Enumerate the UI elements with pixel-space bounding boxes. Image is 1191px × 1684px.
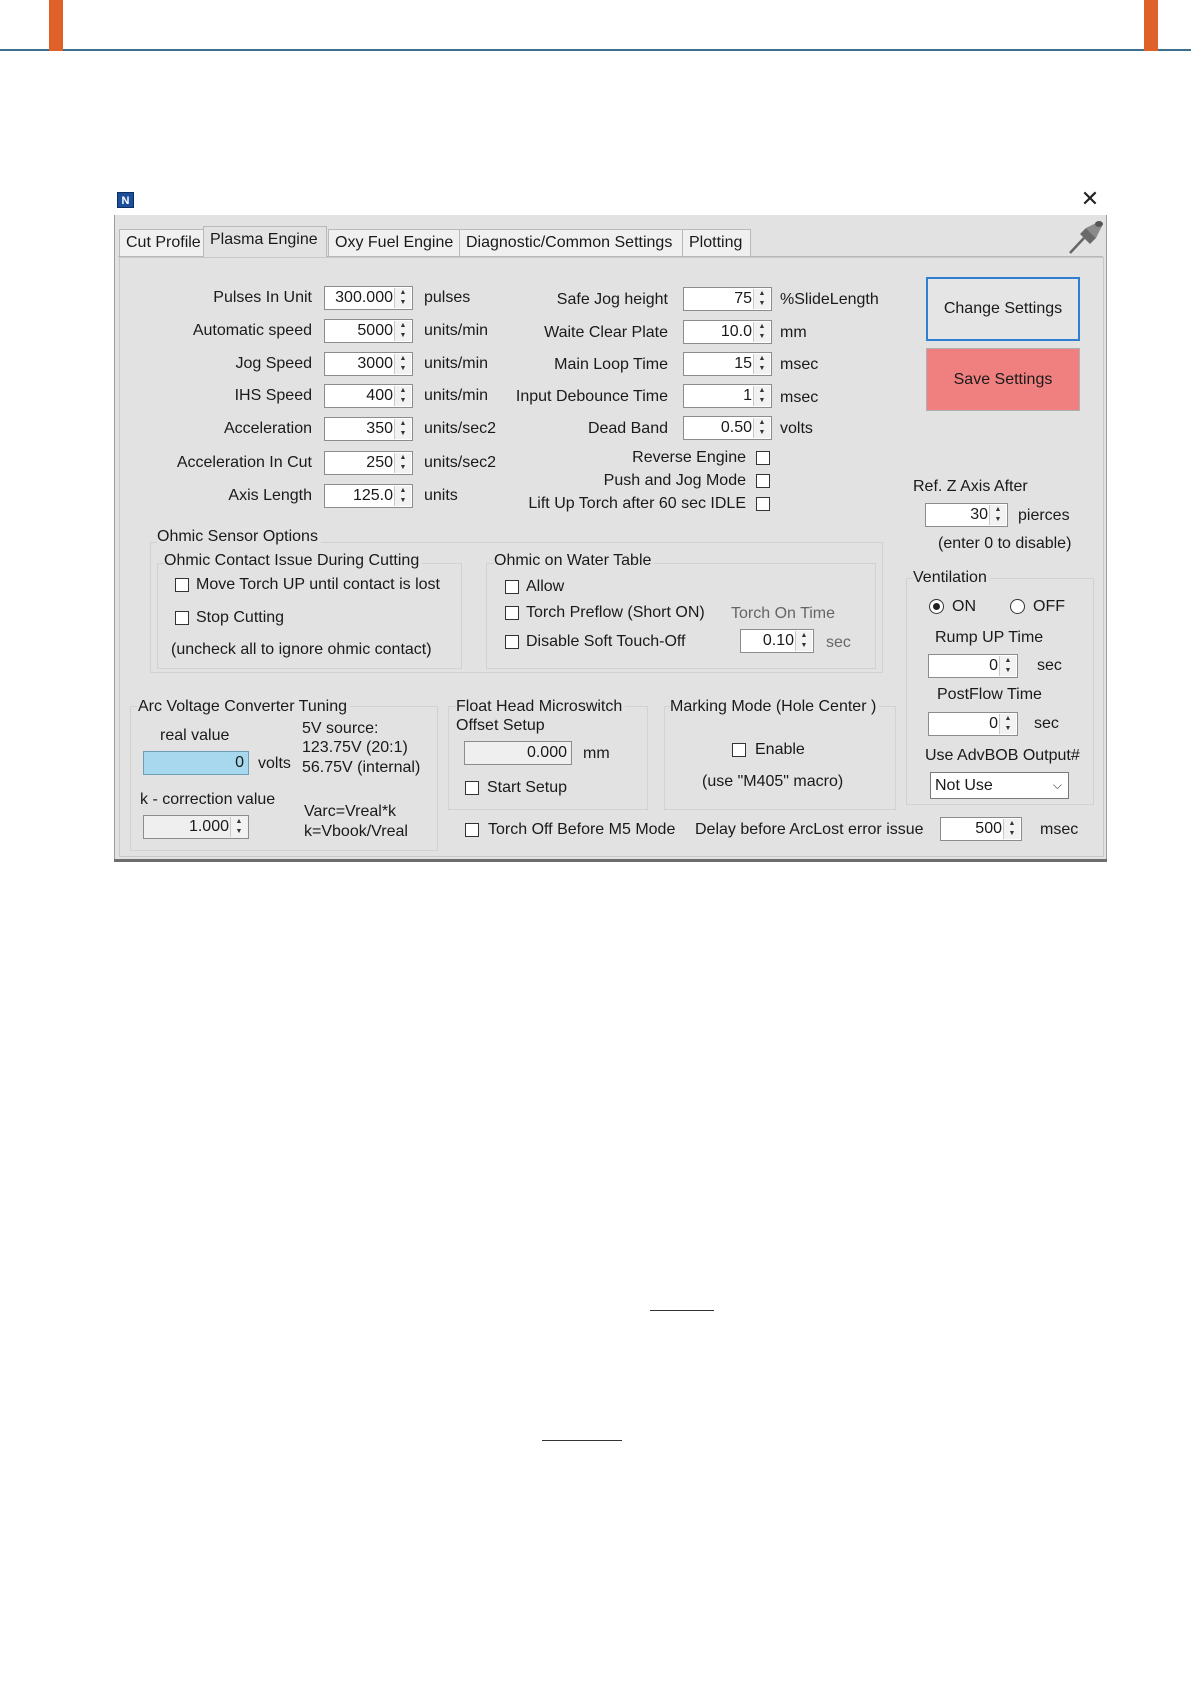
postflow-time-spinner[interactable] — [928, 712, 1018, 736]
advbob-output-label: Use AdvBOB Output# — [925, 747, 1080, 764]
spin-down-icon[interactable]: ▼ — [395, 298, 411, 308]
safe-jog-height-unit: %SlideLength — [780, 291, 879, 308]
ohmic-sensor-title: Ohmic Sensor Options — [157, 527, 321, 547]
spin-down-icon[interactable]: ▼ — [754, 299, 770, 309]
automatic-speed-unit: units/min — [424, 322, 489, 339]
spin-up-icon[interactable]: ▲ — [395, 288, 411, 298]
source-line-2: 123.75V (20:1) — [302, 739, 408, 756]
arclost-delay-spinner[interactable] — [940, 817, 1022, 841]
postflow-time-unit: sec — [1034, 715, 1059, 732]
ventilation-off-radio[interactable] — [1010, 599, 1025, 614]
spin-up-icon[interactable]: ▲ — [754, 354, 770, 364]
spin-up-icon[interactable]: ▲ — [395, 354, 411, 364]
move-torch-up-checkbox[interactable] — [175, 578, 189, 592]
safe-jog-height-spinner[interactable] — [683, 287, 772, 311]
main-loop-time-spinner[interactable] — [683, 352, 772, 376]
page-header-marker-right — [1144, 0, 1158, 51]
advbob-output-select[interactable] — [930, 772, 1069, 799]
spin-down-icon[interactable]: ▼ — [395, 429, 411, 439]
spin-down-icon[interactable]: ▼ — [754, 364, 770, 374]
spin-up-icon[interactable]: ▲ — [754, 418, 770, 428]
ihs-speed-spinner[interactable] — [324, 384, 413, 408]
rump-up-time-value: 0 — [989, 657, 998, 674]
jog-speed-spinner[interactable] — [324, 352, 413, 376]
float-head-offset-field[interactable]: 0.000 — [464, 741, 572, 765]
jog-speed-label: Jog Speed — [235, 355, 312, 372]
k-correction-spinner[interactable] — [143, 815, 249, 839]
rump-up-time-unit: sec — [1037, 657, 1062, 674]
advbob-output-value: Not Use — [935, 777, 993, 794]
push-and-jog-mode-checkbox[interactable] — [756, 474, 770, 488]
torch-on-time-unit: sec — [826, 634, 851, 651]
tab-plasma-engine[interactable]: Plasma Engine — [203, 226, 327, 257]
k-correction-label: k - correction value — [140, 791, 276, 808]
input-debounce-time-value: 1 — [743, 387, 752, 404]
waite-clear-plate-spinner[interactable] — [683, 320, 772, 344]
rump-up-time-spinner[interactable] — [928, 654, 1018, 678]
ventilation-off-label: OFF — [1033, 598, 1065, 615]
automatic-speed-value: 5000 — [357, 322, 393, 339]
pulses-in-unit-unit: pulses — [424, 289, 471, 306]
spin-down-icon[interactable]: ▼ — [1004, 829, 1020, 839]
acceleration-in-cut-spinner[interactable] — [324, 451, 413, 475]
k-correction-value: 1.000 — [188, 818, 229, 835]
app-n-icon: N — [117, 192, 134, 208]
torch-off-before-m5-checkbox[interactable] — [465, 823, 479, 837]
reverse-engine-checkbox[interactable] — [756, 451, 770, 465]
ihs-speed-label: IHS Speed — [234, 387, 312, 404]
formula-line-1: Varc=Vreal*k — [304, 803, 397, 820]
allow-checkbox[interactable] — [505, 580, 519, 594]
arclost-delay-unit: msec — [1040, 821, 1079, 838]
torch-off-before-m5-label: Torch Off Before M5 Mode — [488, 821, 676, 838]
float-head-title-1: Float Head Microswitch — [456, 697, 625, 717]
ref-z-unit: pierces — [1018, 507, 1070, 524]
spin-down-icon[interactable]: ▼ — [395, 331, 411, 341]
marking-mode-title: Marking Mode (Hole Center ) — [670, 697, 879, 717]
spin-up-icon[interactable]: ▲ — [1000, 714, 1016, 724]
real-value-label: real value — [160, 727, 230, 744]
ventilation-on-label: ON — [952, 598, 976, 615]
source-line-3: 56.75V (internal) — [302, 759, 421, 776]
input-debounce-time-label: Input Debounce Time — [515, 388, 668, 405]
ventilation-title: Ventilation — [913, 568, 990, 588]
postflow-time-label: PostFlow Time — [937, 686, 1042, 703]
spin-down-icon[interactable]: ▼ — [395, 364, 411, 374]
ref-z-title: Ref. Z Axis After — [913, 478, 1028, 495]
ref-z-spinner[interactable] — [925, 503, 1008, 527]
spin-down-icon[interactable]: ▼ — [231, 827, 247, 837]
safe-jog-height-value: 75 — [734, 290, 752, 307]
automatic-speed-spinner[interactable] — [324, 319, 413, 343]
spin-up-icon[interactable]: ▲ — [754, 386, 770, 396]
stop-cutting-label: Stop Cutting — [196, 609, 285, 626]
spin-down-icon[interactable]: ▼ — [395, 463, 411, 473]
spin-up-icon[interactable]: ▲ — [1000, 656, 1016, 666]
allow-label: Allow — [526, 578, 565, 595]
acceleration-spinner[interactable] — [324, 417, 413, 441]
change-settings-button[interactable]: Change Settings — [926, 277, 1080, 341]
acceleration-in-cut-value: 250 — [366, 454, 393, 471]
axis-length-unit: units — [424, 487, 458, 504]
input-debounce-time-unit: msec — [780, 389, 819, 406]
torch-preflow-label: Torch Preflow (Short ON) — [526, 604, 705, 621]
arclost-delay-value: 500 — [975, 820, 1002, 837]
push-and-jog-mode-label: Push and Jog Mode — [603, 472, 746, 489]
spin-down-icon[interactable]: ▼ — [1000, 724, 1016, 734]
acceleration-label: Acceleration — [223, 420, 312, 437]
spin-up-icon[interactable]: ▲ — [1004, 819, 1020, 829]
jog-speed-value: 3000 — [357, 355, 393, 372]
input-debounce-time-spinner[interactable] — [683, 384, 772, 408]
start-setup-checkbox[interactable] — [465, 781, 479, 795]
spin-up-icon[interactable]: ▲ — [395, 486, 411, 496]
spin-down-icon[interactable]: ▼ — [754, 396, 770, 406]
tab-plotting[interactable]: Plotting — [682, 229, 751, 256]
ohmic-contact-title: Ohmic Contact Issue During Cutting — [164, 551, 422, 571]
ref-z-hint: (enter 0 to disable) — [938, 535, 1072, 552]
float-head-title-2: Offset Setup — [456, 717, 545, 734]
acceleration-in-cut-label: Acceleration In Cut — [176, 454, 312, 471]
pulses-in-unit-spinner[interactable] — [324, 286, 413, 310]
spin-up-icon[interactable]: ▲ — [796, 631, 812, 641]
acceleration-unit: units/sec2 — [424, 420, 497, 437]
close-icon[interactable]: ✕ — [1080, 186, 1100, 211]
postflow-time-value: 0 — [989, 715, 998, 732]
ventilation-on-radio[interactable] — [929, 599, 944, 614]
disable-soft-touch-off-checkbox[interactable] — [505, 635, 519, 649]
text-underline-2 — [542, 1440, 622, 1441]
ihs-speed-value: 400 — [366, 387, 393, 404]
spin-up-icon[interactable]: ▲ — [395, 419, 411, 429]
jog-speed-unit: units/min — [424, 355, 489, 372]
axis-length-value: 125.0 — [352, 487, 393, 504]
torch-on-time-spinner[interactable] — [740, 629, 814, 653]
spin-up-icon[interactable]: ▲ — [395, 453, 411, 463]
axis-length-spinner[interactable] — [324, 484, 413, 508]
dead-band-unit: volts — [780, 420, 813, 437]
automatic-speed-label: Automatic speed — [192, 322, 312, 339]
formula-line-2: k=Vbook/Vreal — [304, 823, 408, 840]
disable-soft-touch-off-label: Disable Soft Touch-Off — [526, 633, 686, 650]
torch-preflow-checkbox[interactable] — [505, 606, 519, 620]
rump-up-time-label: Rump UP Time — [935, 629, 1044, 646]
chevron-down-icon: ⌵ — [1052, 778, 1062, 792]
main-loop-time-label: Main Loop Time — [554, 356, 668, 373]
real-value-unit: volts — [258, 755, 291, 772]
arc-voltage-title: Arc Voltage Converter Tuning — [138, 697, 350, 717]
waite-clear-plate-value: 10.0 — [720, 323, 752, 340]
acceleration-in-cut-unit: units/sec2 — [424, 454, 497, 471]
reverse-engine-label: Reverse Engine — [632, 449, 746, 466]
torch-on-time-value: 0.10 — [762, 632, 794, 649]
pushpin-icon[interactable] — [1066, 216, 1106, 256]
axis-length-label: Axis Length — [228, 487, 312, 504]
float-head-offset-unit: mm — [583, 745, 610, 762]
lift-up-torch-label: Lift Up Torch after 60 sec IDLE — [528, 495, 746, 512]
ohmic-hint: (uncheck all to ignore ohmic contact) — [171, 641, 432, 658]
spin-down-icon[interactable]: ▼ — [754, 428, 770, 438]
safe-jog-height-label: Safe Jog height — [556, 291, 668, 308]
window-bottom-edge — [114, 859, 1107, 862]
spin-down-icon[interactable]: ▼ — [1000, 666, 1016, 676]
spin-up-icon[interactable]: ▲ — [754, 322, 770, 332]
spin-up-icon[interactable]: ▲ — [395, 386, 411, 396]
ihs-speed-unit: units/min — [424, 387, 489, 404]
spin-down-icon[interactable]: ▼ — [754, 332, 770, 342]
pulses-in-unit-value: 300.000 — [335, 289, 393, 306]
text-underline-1 — [650, 1310, 714, 1311]
ref-z-value: 30 — [970, 506, 988, 523]
save-settings-button[interactable]: Save Settings — [926, 348, 1080, 411]
tab-diagnostic-common-settings[interactable]: Diagnostic/Common Settings — [459, 229, 683, 256]
dead-band-spinner[interactable] — [683, 416, 772, 440]
spin-down-icon[interactable]: ▼ — [990, 515, 1006, 525]
pulses-in-unit-label: Pulses In Unit — [213, 289, 312, 306]
spin-down-icon[interactable]: ▼ — [796, 641, 812, 651]
spin-down-icon[interactable]: ▼ — [395, 396, 411, 406]
source-line-1: 5V source: — [302, 720, 379, 737]
main-loop-time-value: 15 — [734, 355, 752, 372]
lift-up-torch-checkbox[interactable] — [756, 497, 770, 511]
spin-up-icon[interactable]: ▲ — [231, 817, 247, 827]
marking-hint: (use "M405" macro) — [702, 773, 844, 790]
spin-down-icon[interactable]: ▼ — [395, 496, 411, 506]
marking-enable-label: Enable — [755, 741, 805, 758]
spin-up-icon[interactable]: ▲ — [754, 289, 770, 299]
arclost-delay-label: Delay before ArcLost error issue — [695, 821, 924, 838]
waite-clear-plate-label: Waite Clear Plate — [544, 324, 668, 341]
stop-cutting-checkbox[interactable] — [175, 611, 189, 625]
torch-on-time-label: Torch On Time — [731, 605, 836, 622]
acceleration-value: 350 — [366, 420, 393, 437]
page-header-marker-left — [49, 0, 63, 51]
main-loop-time-unit: msec — [780, 356, 819, 373]
marking-enable-checkbox[interactable] — [732, 743, 746, 757]
start-setup-label: Start Setup — [487, 779, 568, 796]
spin-up-icon[interactable]: ▲ — [990, 505, 1006, 515]
dead-band-label: Dead Band — [587, 420, 668, 437]
dead-band-value: 0.50 — [720, 419, 752, 436]
spin-up-icon[interactable]: ▲ — [395, 321, 411, 331]
tab-oxy-fuel-engine[interactable]: Oxy Fuel Engine — [328, 229, 460, 256]
page-header-line — [0, 49, 1191, 51]
real-value-field[interactable]: 0 — [143, 751, 249, 775]
tab-cut-profile[interactable]: Cut Profile — [119, 229, 204, 256]
ohmic-water-table-title: Ohmic on Water Table — [494, 551, 654, 571]
waite-clear-plate-unit: mm — [780, 324, 807, 341]
move-torch-up-label: Move Torch UP until contact is lost — [196, 576, 440, 593]
